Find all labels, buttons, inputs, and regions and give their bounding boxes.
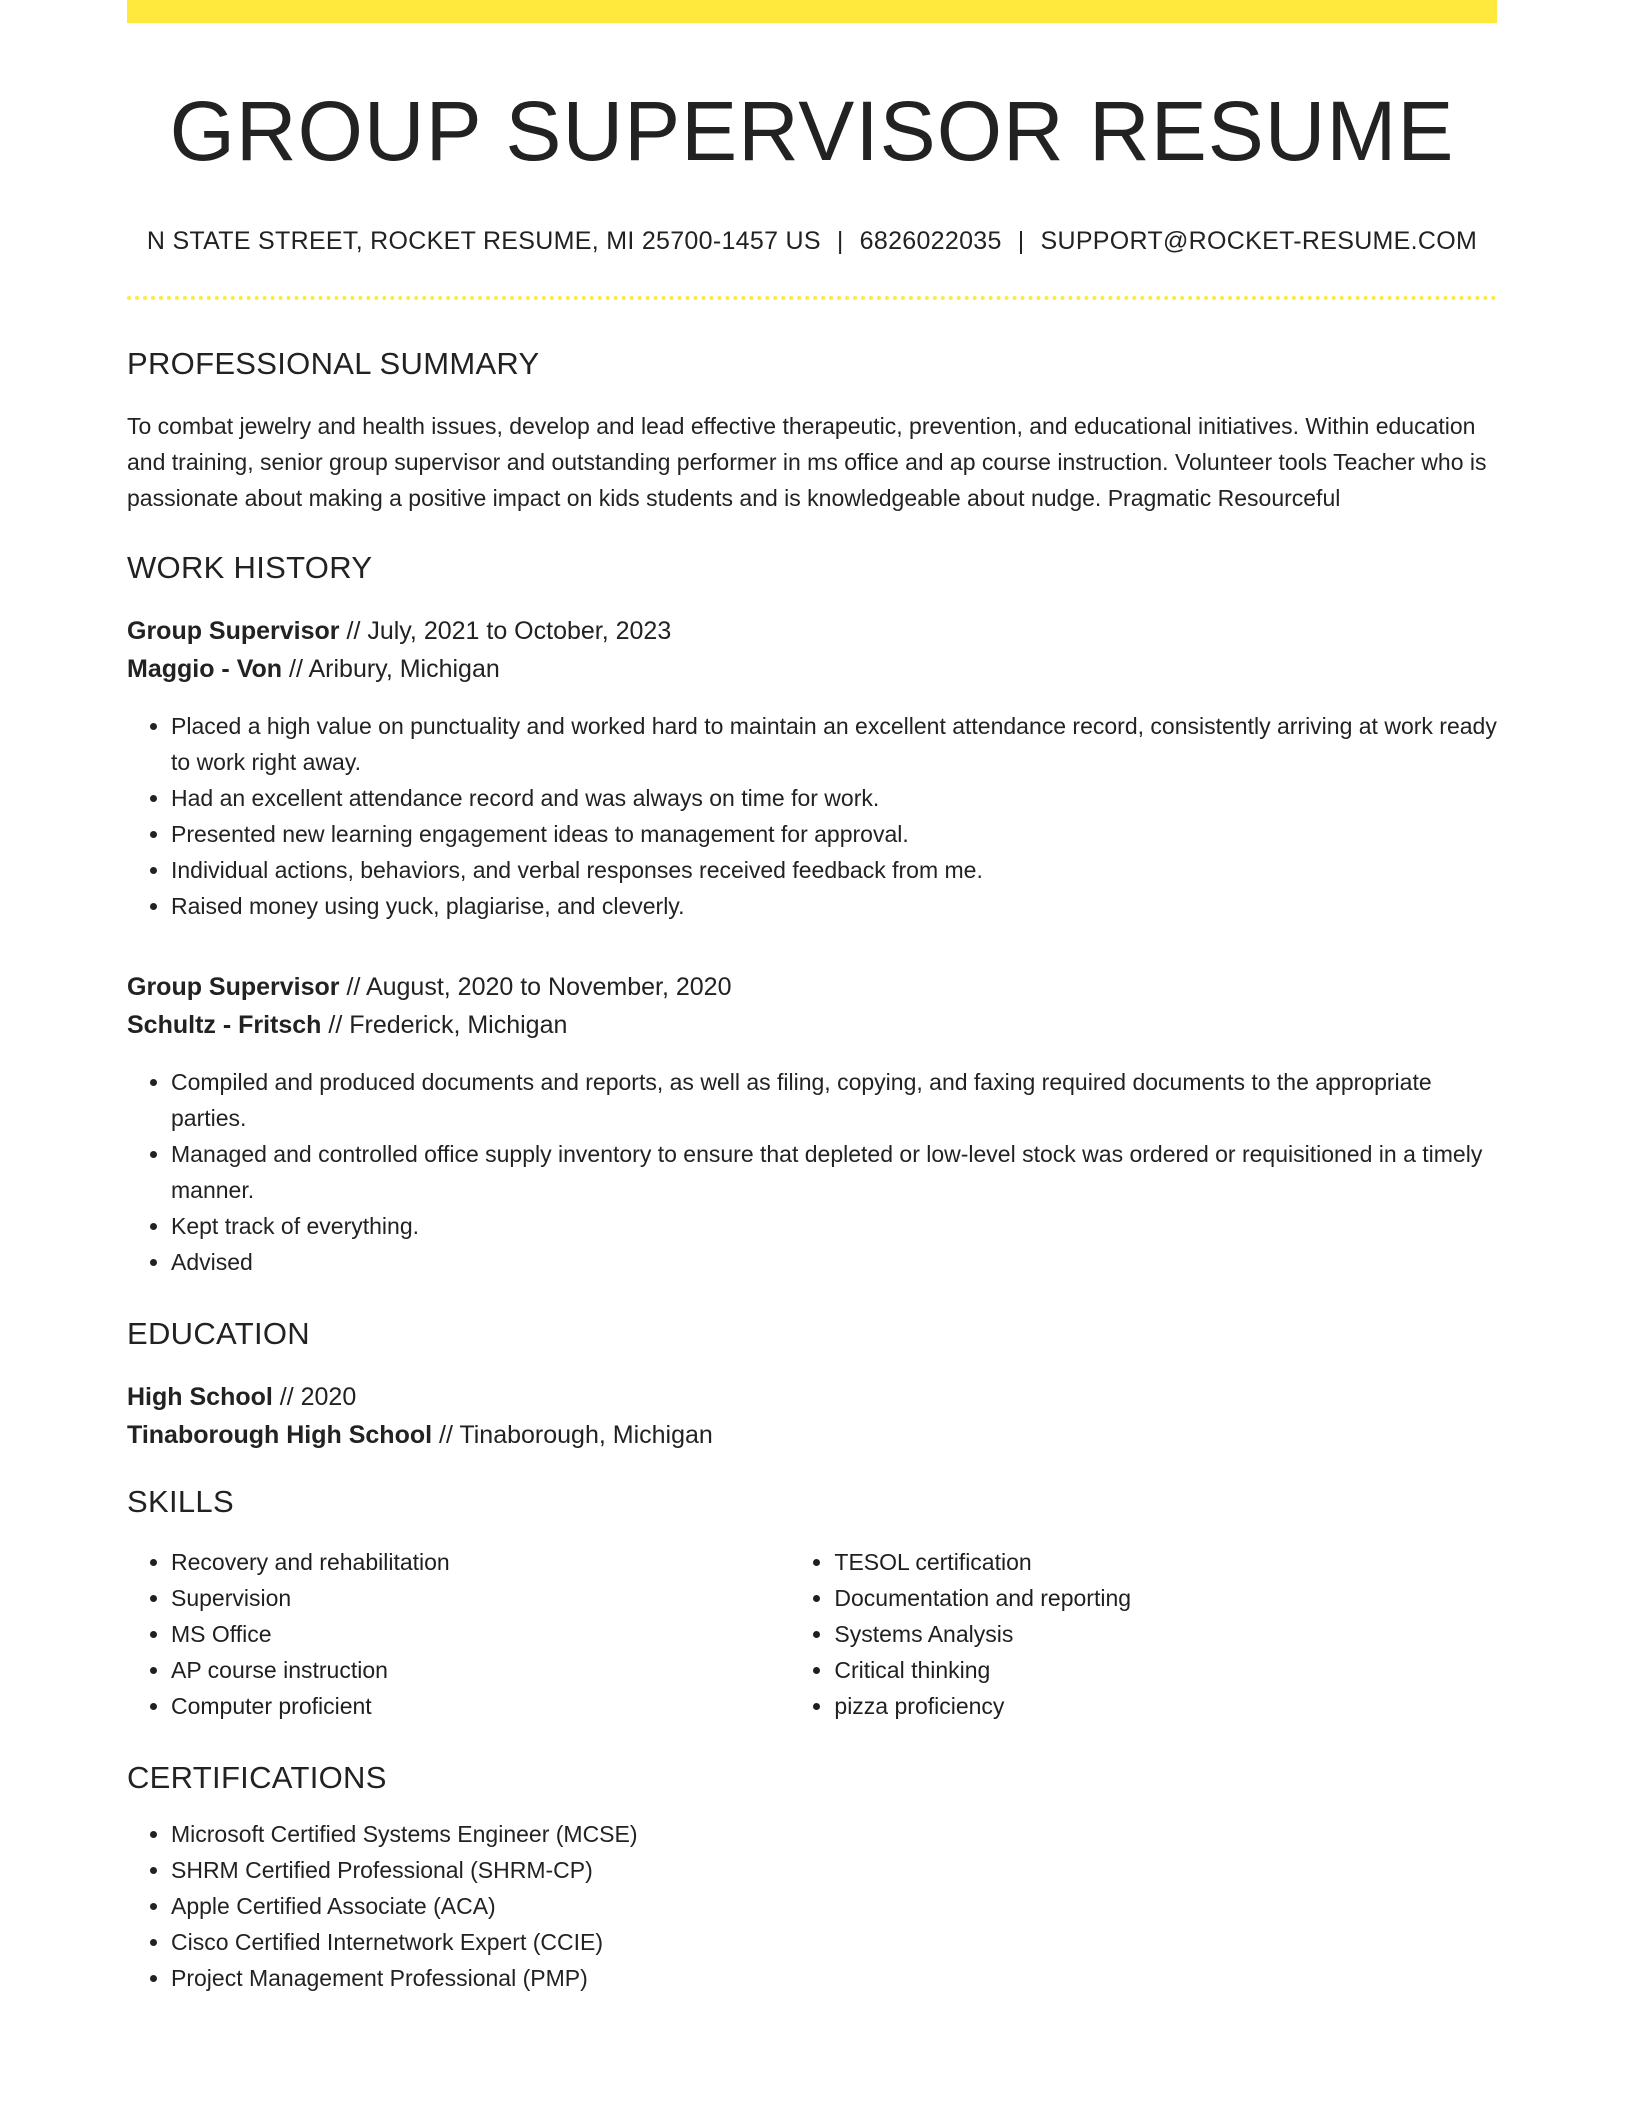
job-title-line	[127, 612, 1497, 650]
list-item: • Critical thinking	[834, 1652, 1497, 1688]
list-item: • Individual actions, behaviors, and verbal responses received feedback from me.	[171, 852, 1497, 888]
list-item: • Advised	[171, 1244, 1497, 1280]
contact-line	[127, 227, 1497, 256]
list-item: • Documentation and reporting	[834, 1580, 1497, 1616]
job-location: // Frederick, Michigan	[321, 1011, 568, 1040]
list-item: • Computer proficient	[171, 1688, 790, 1724]
job-title-line	[127, 968, 1497, 1006]
certifications-list	[127, 1816, 1497, 1996]
job-company-line	[127, 1006, 1497, 1044]
job-title: Group Supervisor	[127, 973, 340, 1002]
list-item: • Recovery and rehabilitation	[171, 1544, 790, 1580]
resume-page	[127, 0, 1497, 1996]
email: SUPPORT@ROCKET-RESUME.COM	[1040, 227, 1478, 256]
list-item: • Cisco Certified Internetwork Expert (CCIE)	[171, 1924, 1497, 1960]
job-bullets	[127, 708, 1497, 924]
skills-column-left	[127, 1544, 790, 1724]
list-item: • Supervision	[171, 1580, 790, 1616]
list-item: • Project Management Professional (PMP)	[171, 1960, 1497, 1996]
job-entry	[127, 968, 1497, 1280]
job-entry	[127, 612, 1497, 924]
section-heading-certifications: CERTIFICATIONS	[127, 1760, 387, 1796]
section-heading-work: WORK HISTORY	[127, 550, 373, 586]
education-year: // 2020	[272, 1383, 357, 1412]
job-company: Schultz - Fritsch	[127, 1011, 322, 1040]
list-item: • Managed and controlled office supply inventory to ensure that depleted or low-level stock was ordered or requisitioned in a timely manner.	[171, 1136, 1497, 1208]
job-dates: // July, 2021 to October, 2023	[339, 617, 672, 646]
separator: |	[836, 227, 844, 256]
education-degree: High School	[127, 1383, 273, 1412]
phone: 6826022035	[859, 227, 1002, 256]
section-heading-education: EDUCATION	[127, 1316, 310, 1352]
skills-column-right	[790, 1544, 1497, 1724]
list-item: • Placed a high value on punctuality and worked hard to maintain an excellent attendance record, consistently arriving at work ready to work right away.	[171, 708, 1497, 780]
list-item: • Apple Certified Associate (ACA)	[171, 1888, 1497, 1924]
page-title: GROUP SUPERVISOR RESUME	[169, 84, 1455, 178]
list-item: • Presented new learning engagement ideas to management for approval.	[171, 816, 1497, 852]
education-school: Tinaborough High School	[127, 1421, 433, 1450]
education-entry	[127, 1378, 1497, 1454]
list-item: • Compiled and produced documents and reports, as well as filing, copying, and faxing required documents to the appropriate parties.	[171, 1064, 1497, 1136]
dotted-divider	[127, 296, 1497, 300]
education-degree-line	[127, 1378, 1497, 1416]
job-dates: // August, 2020 to November, 2020	[339, 973, 732, 1002]
separator: |	[1017, 227, 1025, 256]
list-item: • AP course instruction	[171, 1652, 790, 1688]
job-company-line	[127, 650, 1497, 688]
list-item: • Microsoft Certified Systems Engineer (MCSE)	[171, 1816, 1497, 1852]
list-item: • Kept track of everything.	[171, 1208, 1497, 1244]
job-company: Maggio - Von	[127, 655, 283, 684]
job-bullets	[127, 1064, 1497, 1280]
education-location: // Tinaborough, Michigan	[432, 1421, 713, 1450]
section-heading-summary: PROFESSIONAL SUMMARY	[127, 346, 540, 382]
address: N STATE STREET, ROCKET RESUME, MI 25700-1457 US	[146, 227, 821, 256]
list-item: • Systems Analysis	[834, 1616, 1497, 1652]
list-item: • Raised money using yuck, plagiarise, and cleverly.	[171, 888, 1497, 924]
section-heading-skills: SKILLS	[127, 1484, 234, 1520]
job-location: // Aribury, Michigan	[282, 655, 500, 684]
education-school-line	[127, 1416, 1497, 1454]
list-item: • pizza proficiency	[834, 1688, 1497, 1724]
job-title: Group Supervisor	[127, 617, 340, 646]
list-item: • MS Office	[171, 1616, 790, 1652]
skills-list	[127, 1544, 1497, 1724]
list-item: • TESOL certification	[834, 1544, 1497, 1580]
accent-bar	[127, 0, 1497, 23]
list-item: • Had an excellent attendance record and was always on time for work.	[171, 780, 1497, 816]
summary-text: To combat jewelry and health issues, develop and lead effective therapeutic, prevention, and educational initiatives. Within education and training, senior group supervisor and outstanding performer in ms office and ap course instruction. Volunteer tools Teacher who is passionate about making a positive impact on kids students and is knowledgeable about nudge. Pragmatic Resourceful	[127, 413, 1487, 512]
list-item: • SHRM Certified Professional (SHRM-CP)	[171, 1852, 1497, 1888]
